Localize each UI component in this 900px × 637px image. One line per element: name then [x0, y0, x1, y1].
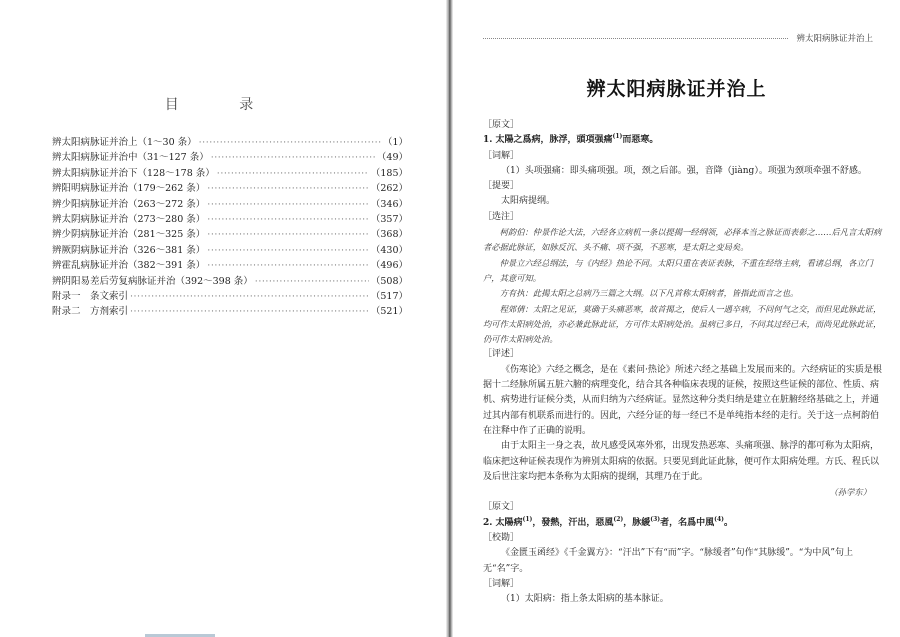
toc-leader-dots	[217, 166, 369, 181]
original-text: 1. 太陽之爲病，脉浮，頭項强痛	[483, 135, 613, 146]
toc-item[interactable]	[52, 258, 408, 273]
toc-item-label: 辨少阳病脉证并治（263～272 条）	[52, 198, 206, 210]
toc-item[interactable]	[52, 181, 408, 196]
toc-item-page: （262）	[370, 183, 408, 195]
toc-item[interactable]	[52, 135, 408, 150]
toc-item-label: 辨太阳病脉证并治上（1～30 条）	[52, 137, 197, 148]
toc-leader-dots	[207, 181, 369, 196]
toc-item-page: （368）	[370, 229, 408, 241]
footnote-marker: (3)	[650, 515, 661, 523]
original-text: ，發熱，汗出，惡風	[532, 517, 614, 528]
section-heading: ［提要］	[483, 181, 520, 192]
section-heading: ［评述］	[483, 349, 520, 360]
toc-title: 目 录	[164, 97, 282, 113]
toc-item-label: 附录一 条文索引	[52, 291, 129, 303]
running-head-text: 辨太阳病脉证并治上	[796, 34, 873, 44]
toc-item[interactable]	[52, 150, 408, 165]
toc-leader-dots	[130, 304, 369, 319]
toc-leader-dots	[207, 197, 369, 212]
toc-leader-dots	[130, 289, 369, 304]
toc-item-page: （496）	[370, 260, 408, 272]
author-signature: （孙学东）	[829, 487, 871, 498]
toc-item-label: 附录二 方剂索引	[52, 306, 129, 318]
summary-text: 太阳病提纲。	[501, 196, 556, 207]
toc-item-label: 辨阴阳易差后劳复病脉证并治（392～398 条）	[52, 275, 253, 287]
toc-leader-dots	[207, 227, 369, 242]
section-heading: ［原文］	[483, 120, 520, 130]
toc-leader-dots	[199, 135, 381, 150]
chapter-title: 辨太阳病脉证并治上	[586, 78, 767, 100]
original-text: ，脉緩	[623, 517, 651, 528]
toc-item-page: （1）	[382, 137, 408, 148]
commentary-paragraph: 仲景立六经总纲法，与《内经》热论不同。太阳只重在表证表脉，不重在经络主病，看诸总纲，各立门户，其意可知。	[483, 257, 873, 283]
toc-item[interactable]	[52, 227, 408, 242]
commentary-paragraph: 柯韵伯：仲景作论大法，六经各立病机一条以提揭一经纲领，必择本当之脉证而表彰之……后凡言太阳病者必据此脉证，如脉反沉、头不痛、项不强，不恶寒，是太阳之变局矣。	[483, 227, 882, 253]
toc-item-page: （49）	[376, 152, 408, 164]
toc-item-page: （521）	[370, 306, 408, 318]
running-head	[483, 32, 873, 44]
toc-list	[52, 135, 408, 320]
running-head-rule	[483, 38, 788, 39]
section-heading: ［词解］	[483, 578, 520, 589]
original-text: 者，名爲中風	[660, 517, 715, 528]
commentary-paragraph: 程郊倩：太阳之见证，莫确于头痛恶寒，故首揭之，使后人一遇卒病，不问何气之交，而但见此脉此证，均可作太阳病处治，亦必兼此脉此证，方可作太阳病处治。虽病已多日，不问其过经已未，而尚见此脉此证，仍可作太阳病处治。	[483, 303, 882, 345]
toc-item-label: 辨阳明病脉证并治（179～262 条）	[52, 183, 206, 195]
glossary-text: （1）头项强痛：即头痛项强。项，颈之后部。强，音降（jiàng）。项强为颈项牵强不舒感。	[501, 165, 867, 176]
footnote-marker: (1)	[522, 515, 533, 523]
toc-item[interactable]	[52, 212, 408, 227]
toc-leader-dots	[207, 258, 369, 273]
toc-item[interactable]	[52, 197, 408, 212]
toc-item[interactable]	[52, 243, 408, 258]
toc-item[interactable]	[52, 304, 408, 319]
toc-item-label: 辨太阳病脉证并治下（128～178 条）	[52, 167, 215, 179]
toc-item-label: 辨太阴病脉证并治（273～280 条）	[52, 214, 206, 226]
section-heading: ［词解］	[483, 150, 520, 161]
toc-item-label: 辨太阳病脉证并治中（31～127 条）	[52, 152, 209, 164]
toc-item-page: （357）	[370, 214, 408, 226]
collation-text: 《金匮玉函经》《千金翼方》：“汗出”下有“而”字。“脉缓者”句作“其脉缓”。“为中风”句上无“名”字。	[483, 548, 854, 574]
toc-item[interactable]	[52, 289, 408, 304]
commentary-paragraph: 方有执：此揭太阳之总病乃三篇之大纲。以下凡首称太阳病者，皆指此而言之也。	[499, 288, 799, 299]
toc-item-label: 辨霍乱病脉证并治（382～391 条）	[52, 260, 206, 272]
toc-item-page: （430）	[370, 244, 408, 256]
book-spine	[446, 0, 453, 637]
original-text: 2. 太陽病	[483, 517, 523, 528]
original-text-2	[483, 516, 885, 531]
toc-item-page: （508）	[370, 275, 408, 287]
toc-leader-dots	[207, 243, 369, 258]
left-page	[0, 0, 446, 637]
toc-item-page: （517）	[370, 291, 408, 303]
toc-item[interactable]	[52, 274, 408, 289]
toc-item-page: （185）	[370, 167, 408, 179]
footnote-marker: (2)	[613, 515, 624, 523]
toc-leader-dots	[207, 212, 369, 227]
original-text-1	[483, 133, 885, 148]
original-text: 而惡寒。	[622, 135, 659, 146]
toc-item-label: 辨少阴病脉证并治（281～325 条）	[52, 229, 206, 241]
section-heading: ［校勘］	[483, 533, 520, 544]
toc-item-page: （346）	[370, 198, 408, 210]
toc-item-label: 辨厥阴病脉证并治（326～381 条）	[52, 244, 206, 256]
toc-leader-dots	[255, 274, 369, 289]
review-paragraph: 由于太阳主一身之表，故凡感受风寒外邪，出现发热恶寒、头痛项强、脉浮的都可称为太阳病，临床把这种证候表现作为辨别太阳病的依据。只要见到此证此脉，便可作太阳病处理。方氏、程氏以及后世注家均把本条称为太阳病的提纲，其理乃在于此。	[483, 441, 880, 482]
section-heading: ［原文］	[483, 502, 520, 513]
toc-leader-dots	[211, 150, 375, 165]
right-page	[453, 0, 900, 637]
glossary-text: （1）太阳病：指上条太阳病的基本脉证。	[501, 594, 669, 605]
section-heading: ［选注］	[483, 211, 520, 222]
footnote-marker: (1)	[612, 133, 623, 141]
footnote-marker: (4)	[714, 515, 725, 523]
original-text: 。	[724, 517, 734, 528]
toc-item[interactable]	[52, 166, 408, 181]
review-paragraph: 《伤寒论》六经之概念，是在《素问·热论》所述六经之基础上发展而来的。六经病证的实质是根据十二经脉所属五脏六腑的病理变化，结合其各种临床表现的证候，按照这些证候的部位、性质、病机、病势进行证候分类，从而归纳为六经病证。显然这种分类归纳是建立在脏腑经络基础之上，并通过其内部有机联系而进行的。因此，六经分证的每一经已不是单纯指本经的走行。关于这一点柯韵伯在注释中作了正确的说明。	[483, 364, 882, 436]
chapter-body	[483, 118, 885, 608]
